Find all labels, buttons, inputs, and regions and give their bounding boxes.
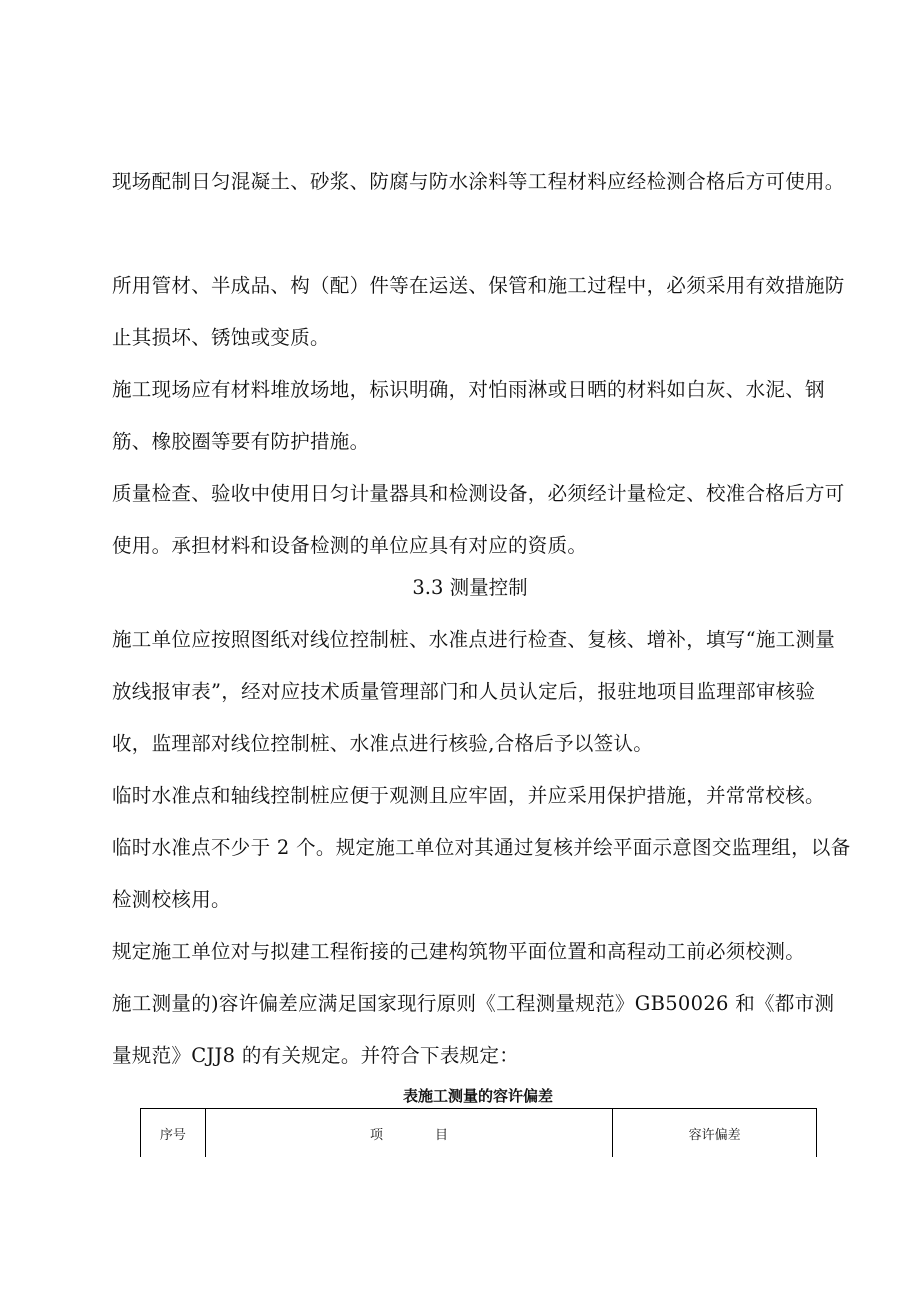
table-caption: 表施工测量的容许偏差	[402, 1087, 553, 1105]
paragraph-pipe-protection: 所用管材、半成品、构（配）件等在运送、保管和施工过程中，必须采用有效措施防止其损坏、锈蚀或变质。	[112, 274, 845, 349]
paragraph-benchmark-stability: 临时水准点和轴线控制桩应便于观测且应牢固，并应采用保护措施，并常常校核。	[112, 784, 825, 807]
paragraph-materials-testing: 现场配制日匀混凝土、砂浆、防腐与防水涂料等工程材料应经检测合格后方可使用。	[112, 170, 845, 193]
tolerance-table	[140, 1108, 817, 1157]
header-item-char-1: 项	[369, 1127, 383, 1143]
table-header-row	[141, 1109, 817, 1158]
paragraph-benchmark-count: 临时水准点不少于 2 个。规定施工单位对其通过复核并绘平面示意图交监理组，以备检测校核用。	[112, 836, 851, 911]
header-serial-number: 序号	[141, 1109, 206, 1158]
paragraph-material-storage: 施工现场应有材料堆放场地，标识明确，对怕雨淋或日晒的材料如白灰、水泥、钢筋、橡胶圈等要有防护措施。	[112, 378, 825, 453]
header-item	[205, 1109, 613, 1158]
paragraph-existing-structures: 规定施工单位对与拟建工程衔接的己建构筑物平面位置和高程动工前必须校测。	[112, 940, 806, 963]
paragraph-survey-check: 施工单位应按照图纸对线位控制桩、水准点进行检查、复核、增补，填写“施工测量放线报审表”，经对应技术质量管理部门和人员认定后，报驻地项目监理部审核验收，监理部对线位控制桩、水准点进行核验,合格后予以签认。	[112, 628, 836, 755]
section-heading: 3.3 测量控制	[412, 576, 528, 599]
paragraph-measuring-instruments: 质量检查、验收中使用日匀计量器具和检测设备，必须经计量检定、校准合格后方可使用。承担材料和设备检测的单位应具有对应的资质。	[112, 482, 845, 557]
header-tolerance: 容许偏差	[613, 1109, 817, 1158]
header-item-char-2: 目	[434, 1127, 448, 1143]
paragraph-tolerance-standards: 施工测量的)容许偏差应满足国家现行原则《工程测量规范》GB50026 和《都市测量规范》CJJ8 的有关规定。并符合下表规定：	[112, 992, 835, 1067]
